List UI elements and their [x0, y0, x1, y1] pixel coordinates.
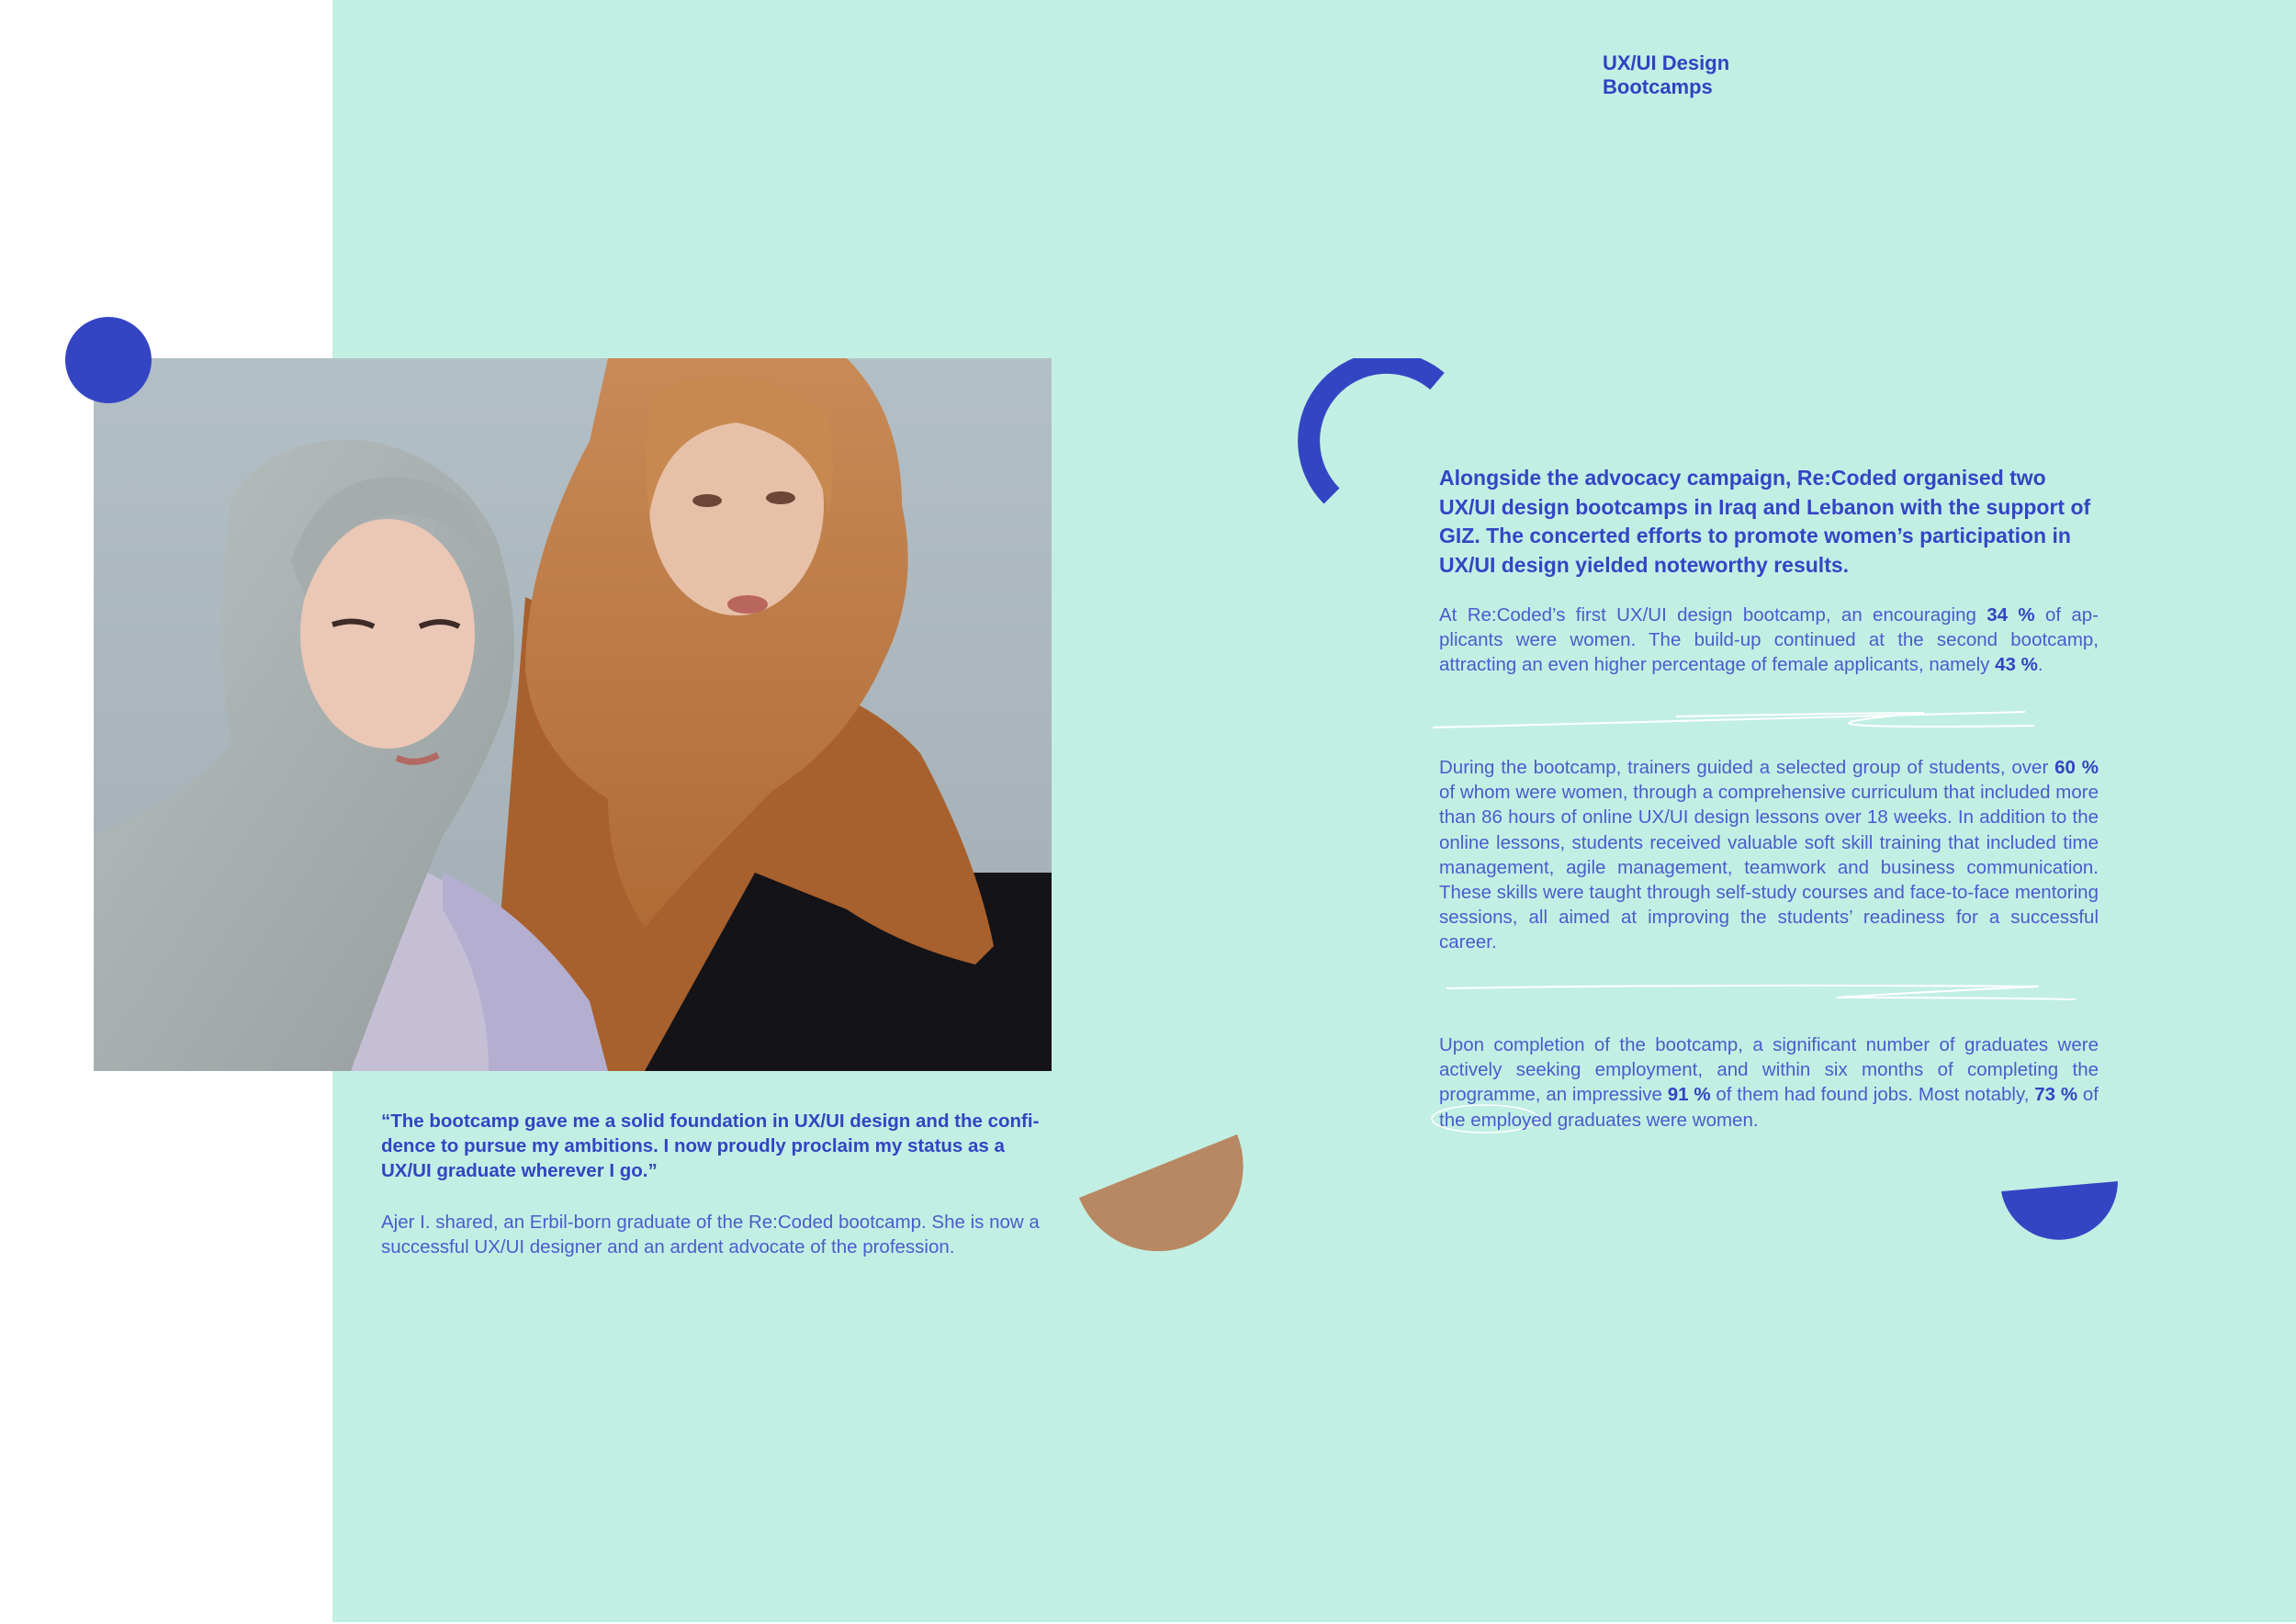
p3-text-3: of the employed graduates were women.	[1439, 1084, 2099, 1131]
p1-stat-34: 34 %	[1986, 604, 2035, 626]
testimonial-attribution: Ajer I. shared, an Erbil-born graduate of the Re:Coded bootcamp. She is now a successful UX/UI designer and an ardent advocate of the profession.	[381, 1212, 1040, 1257]
page-header-title: UX/UI Design Bootcamps	[1603, 51, 1730, 98]
lead-paragraph: Alongside the advocacy campaign, Re:Coded organised two UX/UI design bootcamps in Iraq and Lebanon with the support of GIZ. The concerted efforts to promote women’s participation in UX/UI design yielded noteworthy results.	[1439, 466, 2091, 577]
body-paragraph-2	[1439, 755, 2099, 955]
p1-stat-43: 43 %	[1995, 654, 2038, 676]
p3-stat-73: 73 %	[2034, 1084, 2078, 1106]
body-paragraph-3	[1439, 1032, 2099, 1133]
p1-text-3: .	[2037, 654, 2043, 676]
blue-arc-decoration	[1295, 358, 1460, 505]
bronze-half-circle-decoration	[1075, 1130, 1244, 1258]
photo-two-women	[94, 358, 1052, 1071]
p1-text-1: At Re:Coded’s first UX/UI design bootcamp, an encouraging	[1439, 604, 1987, 626]
p3-text-2: of them had found jobs. Most notably,	[1710, 1084, 2035, 1106]
body-paragraph-1	[1439, 603, 2099, 678]
scribble-line-decoration-2	[1442, 979, 2085, 1007]
p2-text-1: of whom were women, through a comprehensive curriculum that included more than 86 hours of online UX/UI design lessons over 18 weeks. In addition to the online lessons, students received valuable soft skill training that included time management, agile management, teamwork and business communication. These skills were taught through self-study courses and face-to-face mentoring sessions, all aimed at improving the students’ readiness for a successful career.	[1439, 782, 2099, 953]
photo-illustration	[94, 358, 1052, 1071]
testimonial-quote: “The bootcamp gave me a solid foundation in UX/UI design and the confi-dence to pursue my ambitions. I now proudly proclaim my status as a UX/UI graduate wherever I go.”	[381, 1111, 1040, 1181]
blue-circle-decoration	[65, 317, 152, 403]
p2-stat-60: 60 %	[2054, 757, 2099, 778]
scribble-line-decoration	[1428, 703, 2089, 739]
blue-half-circle-decoration	[1998, 1176, 2122, 1249]
p3-text-1: Upon completion of the bootcamp, a significant number of graduates were actively seeking employment, and within six months of completing the programme, an impressive	[1439, 1034, 2099, 1106]
p1-text-2: of ap-plicants were women. The build-up continued at the second bootcamp, attracting an even higher percentage of female applicants, namely	[1439, 604, 2099, 676]
p2-text-0: During the bootcamp, trainers guided a selected group of students, over	[1439, 757, 2055, 778]
p3-stat-91: 91 %	[1667, 1084, 1711, 1106]
